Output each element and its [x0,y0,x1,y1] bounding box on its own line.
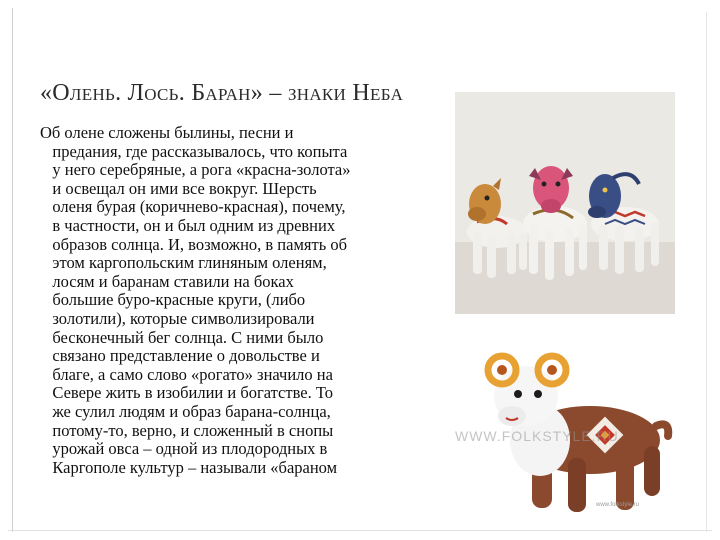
slide-frame-right-line [706,12,707,532]
horses-figurines-photo [455,92,675,314]
ram-figurine-image [440,330,680,520]
site-caption: www.folkstyle.ru [596,502,640,508]
slide-title: «Олень. Лось. Баран» – знаки Неба [40,80,404,106]
ram-figurine-photo [440,330,680,520]
slide-body-text: Об олене сложены былины, песни и предания, где рассказывалось, что копыта у него серебряные, а рога «красна-золота» и освещал он ими все вокруг. Шерсть оленя бурая (коричнево-красная), почему, в частности, он и был одним из древних образов солнца. И, возможно, в память об этом каргопольским глиняным оленям, лосям и баранам ставили на боках большие буро-красные круги, (либо золотили), которые символизировали бесконечный бег солнца. С ними было связано представление о довольстве и благе, а само слово «рогато» значило на Севере жить в изобилии и богатстве. То же сулил людям и образ барана-солнца, потому-то, верно, и сложенный в снопы урожай овса – одной из плодородных в Каргополе культур – называли «бараном [40,123,351,477]
horses-figurines-image [455,92,675,314]
watermark-text: WWW.FOLKSTYLE.RU [455,428,619,444]
slide-frame-left-line [12,8,13,532]
slide-frame-bottom-line [8,530,712,531]
